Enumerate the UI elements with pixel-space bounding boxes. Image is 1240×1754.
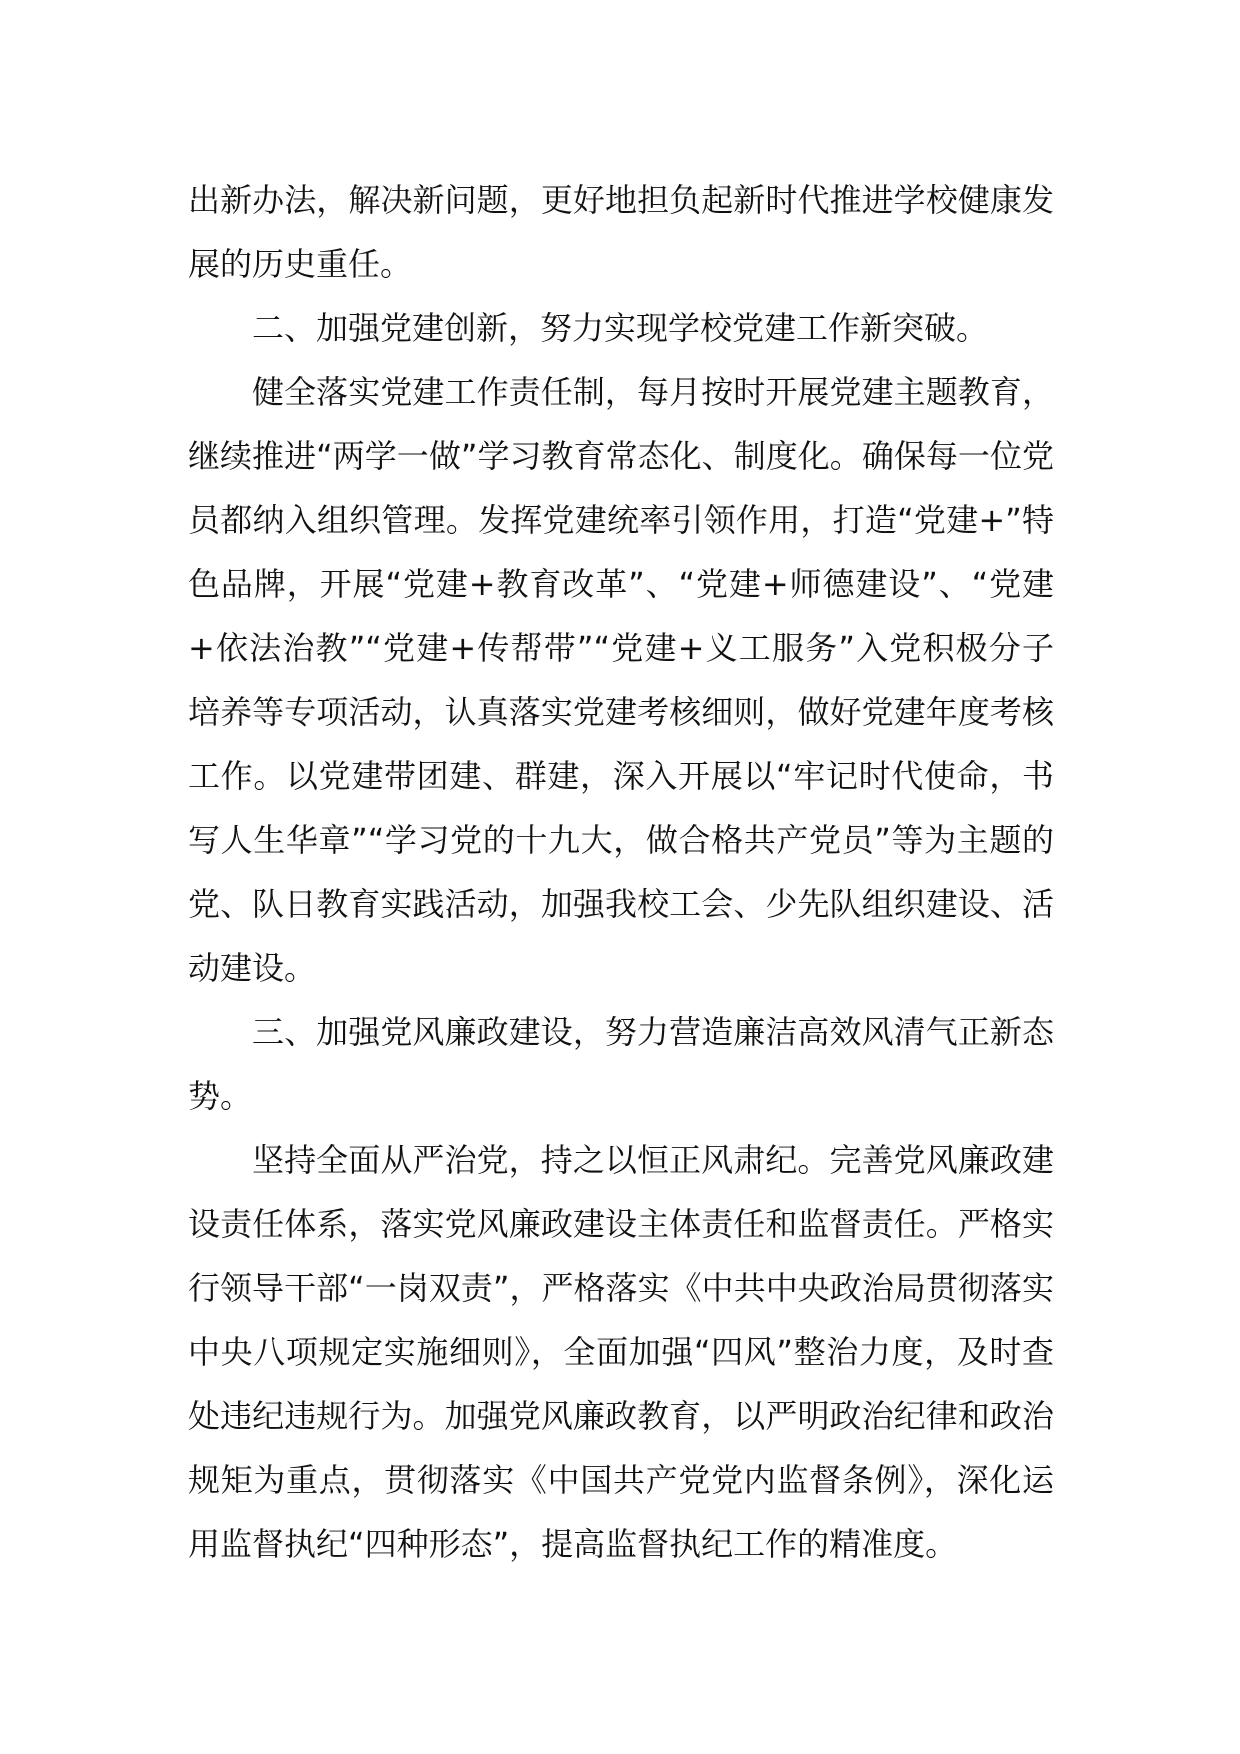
paragraph-party-building: 健全落实党建工作责任制，每月按时开展党建主题教育，继续推进“两学一做”学习教育常态化、制度化。确保每一位党员都纳入组织管理。发挥党建统率引领作用，打造“党建+”特色品牌，开展“党建+教育改革”、“党建+师德建设”、“党建+依法治教”“党建+传帮带”“党建+义工服务”入党积极分子培养等专项活动，认真落实党建考核细则，做好党建年度考核工作。以党建带团建、群建，深入开展以“牢记时代使命，书写人生华章”“学习党的十九大，做合格共产党员”等为主题的党、队日教育实践活动，加强我校工会、少先队组织建设、活动建设。 bbox=[188, 373, 1054, 987]
paragraph-integrity: 坚持全面从严治党，持之以恒正风肃纪。完善党风廉政建设责任体系，落实党风廉政建设主体责任和监督责任。严格实行领导干部“一岗双责”，严格落实《中共中央政治局贯彻落实中央八项规定实施细则》，全面加强“四风”整治力度，及时查处违纪违规行为。加强党风廉政教育，以严明政治纪律和政治规矩为重点，贯彻落实《中国共产党党内监督条例》，深化运用监督执纪“四种形态”，提高监督执纪工作的精准度。 bbox=[188, 1141, 1054, 1563]
paragraph-continuation: 出新办法，解决新问题，更好地担负起新时代推进学校健康发展的历史重任。 bbox=[188, 181, 1054, 283]
section-heading-3: 三、加强党风廉政建设，努力营造廉洁高效风清气正新态势。 bbox=[188, 1013, 1054, 1115]
section-heading-2: 二、加强党建创新，努力实现学校党建工作新突破。 bbox=[252, 309, 989, 347]
document-body bbox=[188, 168, 1054, 1576]
